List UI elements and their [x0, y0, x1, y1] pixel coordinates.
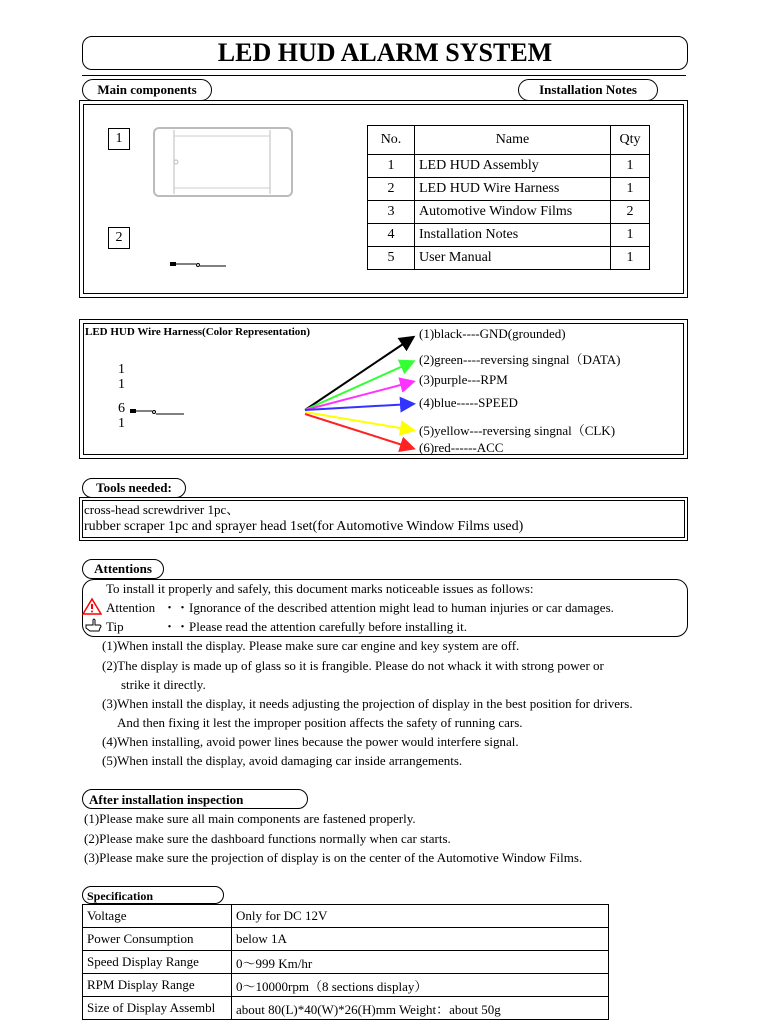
wire-red — [305, 414, 412, 448]
installation-notes-label: Installation Notes — [518, 79, 658, 101]
components-table — [367, 125, 650, 270]
table-row — [83, 951, 609, 974]
cell-name: User Manual — [415, 247, 611, 270]
tip-text: ・・Please read the attention carefully before installing it. — [163, 619, 467, 634]
cell-name: Automotive Window Films — [415, 201, 611, 224]
table-row — [83, 928, 609, 951]
attention-item: (2)The display is made up of glass so it is frangible. Please do not whack it with strong power or — [102, 658, 604, 673]
cell-qty: 1 — [611, 224, 650, 247]
table-row — [368, 224, 650, 247]
cell-no: 1 — [368, 155, 415, 178]
spec-key: Power Consumption — [83, 928, 232, 951]
spec-key: Voltage — [83, 905, 232, 928]
component-marker-1: 1 — [108, 128, 130, 150]
tools-box — [79, 497, 688, 541]
cell-name: LED HUD Assembly — [415, 155, 611, 178]
main-components-label: Main components — [82, 79, 212, 101]
attentions-intro: To install it properly and safely, this document marks noticeable issues as follows: — [106, 581, 534, 596]
warning-triangle-icon — [82, 597, 102, 615]
wire-harness-drawing — [168, 258, 232, 272]
harness-connector-drawing — [128, 406, 188, 418]
attention-item: (1)When install the display. Please make sure car engine and key system are off. — [102, 638, 520, 653]
table-row — [368, 201, 650, 224]
harness-digit: 6 — [118, 401, 125, 416]
wire-label-yellow: (5)yellow---reversing singnal（CLK) — [419, 423, 616, 438]
tools-line-1: cross-head screwdriver 1pc、 — [84, 502, 240, 517]
spec-value: below 1A — [232, 928, 609, 951]
col-header-no: No. — [368, 126, 415, 155]
table-row — [83, 974, 609, 997]
harness-digit: 1 — [118, 416, 125, 431]
cell-no: 2 — [368, 178, 415, 201]
hud-assembly-drawing — [150, 124, 296, 200]
wire-label-black: (1)black----GND(grounded) — [419, 326, 566, 341]
attention-item: (5)When install the display, avoid damaging car inside arrangements. — [102, 753, 463, 768]
title-divider — [82, 75, 686, 76]
wire-label-blue: (4)blue-----SPEED — [419, 395, 518, 410]
harness-title: LED HUD Wire Harness(Color Representation) — [85, 326, 311, 338]
spec-key: Size of Display Assembl — [83, 997, 232, 1020]
wire-label-red: (6)red------ACC — [419, 440, 504, 455]
attention-item: (3)When install the display, it needs adjusting the projection of display in the best position for drivers. — [102, 696, 633, 711]
table-row — [368, 247, 650, 270]
specification-label: Specification — [82, 886, 224, 904]
cell-qty: 1 — [611, 178, 650, 201]
spec-value: 0～999 Km/hr — [232, 951, 609, 974]
inspection-item: (1)Please make sure all main components are fastened properly. — [84, 811, 416, 826]
attention-text: ・・Ignorance of the described attention might lead to human injuries or car damages. — [163, 600, 614, 615]
specification-table — [82, 904, 609, 1020]
page-title: LED HUD ALARM SYSTEM — [82, 36, 688, 70]
tip-name: Tip — [106, 619, 124, 634]
spec-value: about 80(L)*40(W)*26(H)mm Weight：about 50g — [232, 997, 609, 1020]
spec-key: RPM Display Range — [83, 974, 232, 997]
spec-key: Speed Display Range — [83, 951, 232, 974]
spec-value: 0～10000rpm（8 sections display） — [232, 974, 609, 997]
cell-qty: 1 — [611, 247, 650, 270]
wire-arrows-diagram — [300, 330, 420, 460]
wire-black — [305, 338, 412, 410]
col-header-qty: Qty — [611, 126, 650, 155]
wire-label-green: (2)green----reversing singnal（DATA) — [419, 352, 621, 367]
harness-digit: 1 — [118, 362, 125, 377]
cell-no: 3 — [368, 201, 415, 224]
cell-no: 4 — [368, 224, 415, 247]
table-row — [368, 155, 650, 178]
attention-item: And then fixing it lest the improper position affects the safety of running cars. — [117, 715, 523, 730]
wire-label-purple: (3)purple---RPM — [419, 372, 508, 387]
attention-item: strike it directly. — [121, 677, 206, 692]
table-row — [83, 997, 609, 1020]
attention-name: Attention — [106, 600, 156, 615]
table-row — [368, 178, 650, 201]
tools-label: Tools needed: — [82, 478, 186, 498]
col-header-name: Name — [415, 126, 611, 155]
tools-line-2: rubber scraper 1pc and sprayer head 1set(for Automotive Window Films used) — [84, 519, 524, 534]
inspection-label: After installation inspection — [82, 789, 308, 809]
cell-name: Installation Notes — [415, 224, 611, 247]
cell-qty: 1 — [611, 155, 650, 178]
cell-qty: 2 — [611, 201, 650, 224]
tip-hand-icon — [84, 615, 104, 633]
table-row — [83, 905, 609, 928]
attention-item: (4)When installing, avoid power lines because the power would interfere signal. — [102, 734, 519, 749]
cell-name: LED HUD Wire Harness — [415, 178, 611, 201]
components-table-header — [368, 126, 650, 155]
spec-value: Only for DC 12V — [232, 905, 609, 928]
wire-yellow — [305, 412, 412, 430]
component-marker-2: 2 — [108, 227, 130, 249]
attentions-label: Attentions — [82, 559, 164, 579]
inspection-item: (3)Please make sure the projection of display is on the center of the Automotive Window Films. — [84, 850, 583, 865]
harness-digit: 1 — [118, 377, 125, 392]
inspection-item: (2)Please make sure the dashboard functions normally when car starts. — [84, 831, 451, 846]
cell-no: 5 — [368, 247, 415, 270]
